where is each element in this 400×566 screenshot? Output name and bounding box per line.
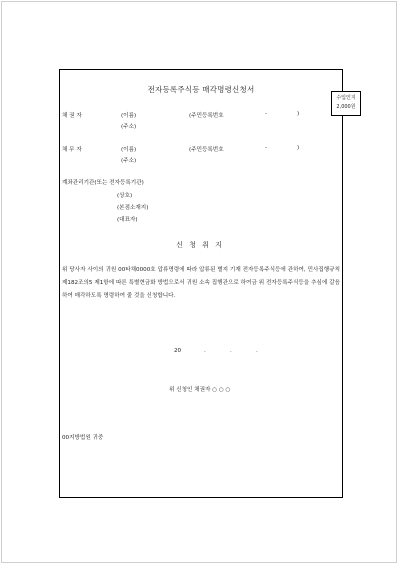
creditor-id-close: ) [297,111,300,117]
debtor-address-label: (주소) [121,158,137,164]
date-year-prefix: 20 [174,348,182,354]
account-manager-head-office: (본점소재지) [117,205,149,211]
date-dot-month: . [230,348,232,354]
debtor-id-separator: - [265,145,268,151]
stamp-amount: 2,000원 [336,104,356,110]
creditor-id-label: (주민등록번호 [189,113,224,119]
creditor-label: 채 권 자 [62,113,82,119]
stamp-label: 수입인지 [336,95,356,101]
creditor-name-label: (이름) [121,113,137,119]
purpose-heading: 신 청 취 지 [176,241,224,249]
account-manager-representative: (대표자) [117,217,138,223]
debtor-name-label: (이름) [121,147,137,153]
date-dot-day: . [256,348,258,354]
applicant-signature: 위 신청인 채권자 ○ ○ ○ [169,387,231,393]
court-addressee: 00지방법원 귀중 [62,435,104,441]
creditor-id-separator: - [265,111,268,117]
debtor-id-label: (주민등록번호 [189,147,224,153]
creditor-address-label: (주소) [121,124,137,130]
date-dot-year: . [204,348,206,354]
account-manager-trade-name: (상호) [117,193,133,199]
debtor-id-close: ) [297,145,300,151]
debtor-label: 채 무 자 [62,147,82,153]
account-manager-label: 계좌관리기관(또는 전자등록기관) [62,180,144,186]
application-body: 위 당사자 사이의 귀원 00타채0000호 압류명령에 따라 압류된 별지 기재 전자등록주식등에 관하여, 민사집행규칙 제182조의5 제1항에 따른 특별현금화 방법으로서 귀원 소속 집행관으로 하여금 위 전자등록주식등을 추심에 갈음하여 매각하도록 명령하여 줄 것을 신청합니다. [62,267,340,299]
revenue-stamp-box [331,91,361,116]
document-title: 전자등록주식등 매각명령신청서 [147,85,255,94]
